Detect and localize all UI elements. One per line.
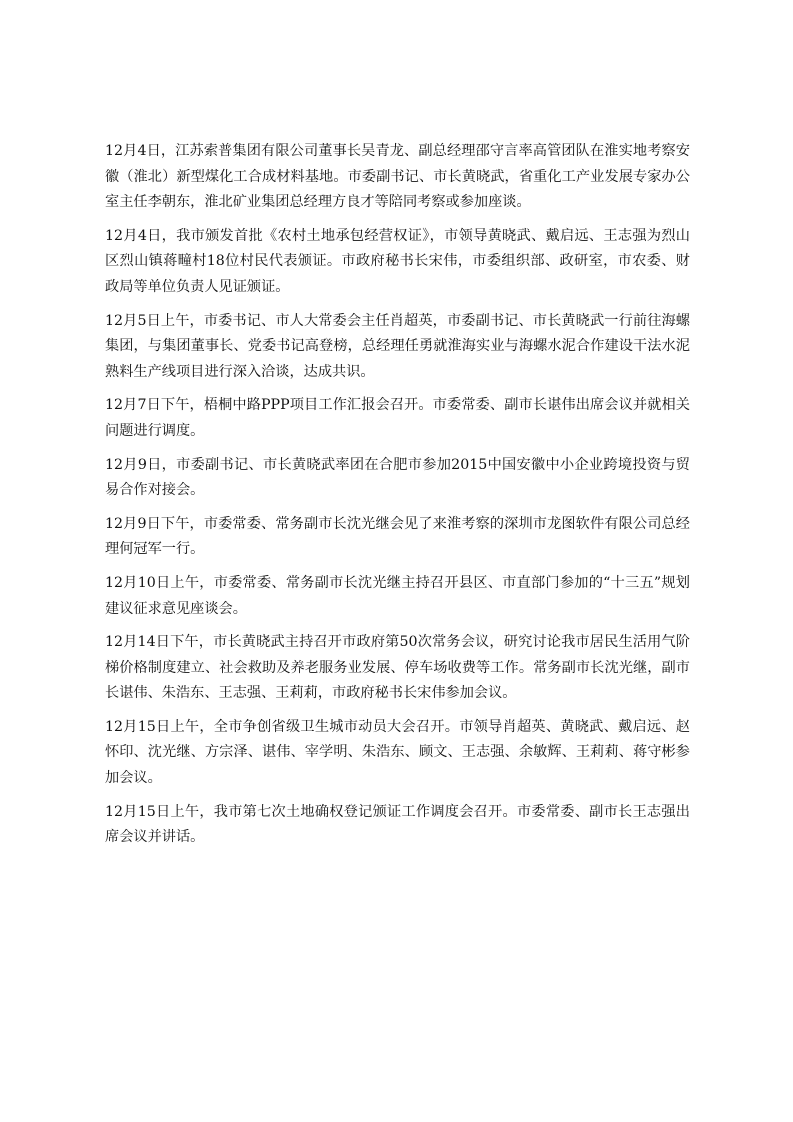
news-entry-dec7-ppp-project: 12月7日下午，梧桐中路PPP项目工作汇报会召开。市委常委、副市长谌伟出席会议并就相关问题进行调度。 [105, 397, 690, 439]
document-body [105, 139, 690, 859]
news-entry-dec15-sanitary-city: 12月15日上午，全市争创省级卫生城市动员大会召开。市领导肖超英、黄晓武、戴启远、赵怀印、沈光继、方宗泽、谌伟、宰学明、朱浩东、顾文、王志强、余敏辉、王莉莉、蒋守彬参加会议。 [105, 718, 690, 787]
news-entry-dec15-land-rights: 12月15日上午，我市第七次土地确权登记颁证工作调度会召开。市委常委、副市长王志强出席会议并讲话。 [105, 803, 690, 846]
news-entry-dec4-land-certificates: 12月4日，我市颁发首批《农村土地承包经营权证》，市领导黄晓武、戴启远、王志强为烈山区烈山镇蒋疃村18位村民代表颁证。市政府秘书长宋伟，市委组织部、政研室，市农委、财政局等单位负责人见证颁证。 [105, 227, 690, 295]
news-entry-dec4-sopo: 12月4日，江苏索普集团有限公司董事长吴青龙、副总经理邵守言率高管团队在淮实地考察安徽（淮北）新型煤化工合成材料基地。市委副书记、市长黄晓武，省重化工产业发展专家办公室主任李朝东，淮北矿业集团总经理方良才等陪同考察或参加座谈。 [105, 143, 690, 211]
news-entry-dec5-conch-group: 12月5日上午，市委书记、市人大常委会主任肖超英，市委副书记、市长黄晓武一行前往海螺集团，与集团董事长、党委书记高登榜，总经理任勇就淮海实业与海螺水泥合作建设干法水泥熟料生产线项目进行深入洽谈，达成共识。 [105, 312, 690, 380]
news-entry-dec10-planning-forum: 12月10日上午，市委常委、常务副市长沈光继主持召开县区、市直部门参加的“十三五”规划建议征求意见座谈会。 [105, 574, 690, 617]
news-entry-dec9-longtu-software: 12月9日下午，市委常委、常务副市长沈光继会见了来淮考察的深圳市龙图软件有限公司总经理何冠军一行。 [105, 515, 690, 558]
news-entry-dec14-executive-meeting: 12月14日下午，市长黄晓武主持召开市政府第50次常务会议，研究讨论我市居民生活用气阶梯价格制度建立、社会救助及养老服务业发展、停车场收费等工作。常务副市长沈光继，副市长谌伟、朱浩东、王志强、王莉莉，市政府秘书长宋伟参加会议。 [105, 634, 690, 702]
news-entry-dec9-investment-fair: 12月9日，市委副书记、市长黄晓武率团在合肥市参加2015中国安徽中小企业跨境投资与贸易合作对接会。 [105, 456, 690, 499]
